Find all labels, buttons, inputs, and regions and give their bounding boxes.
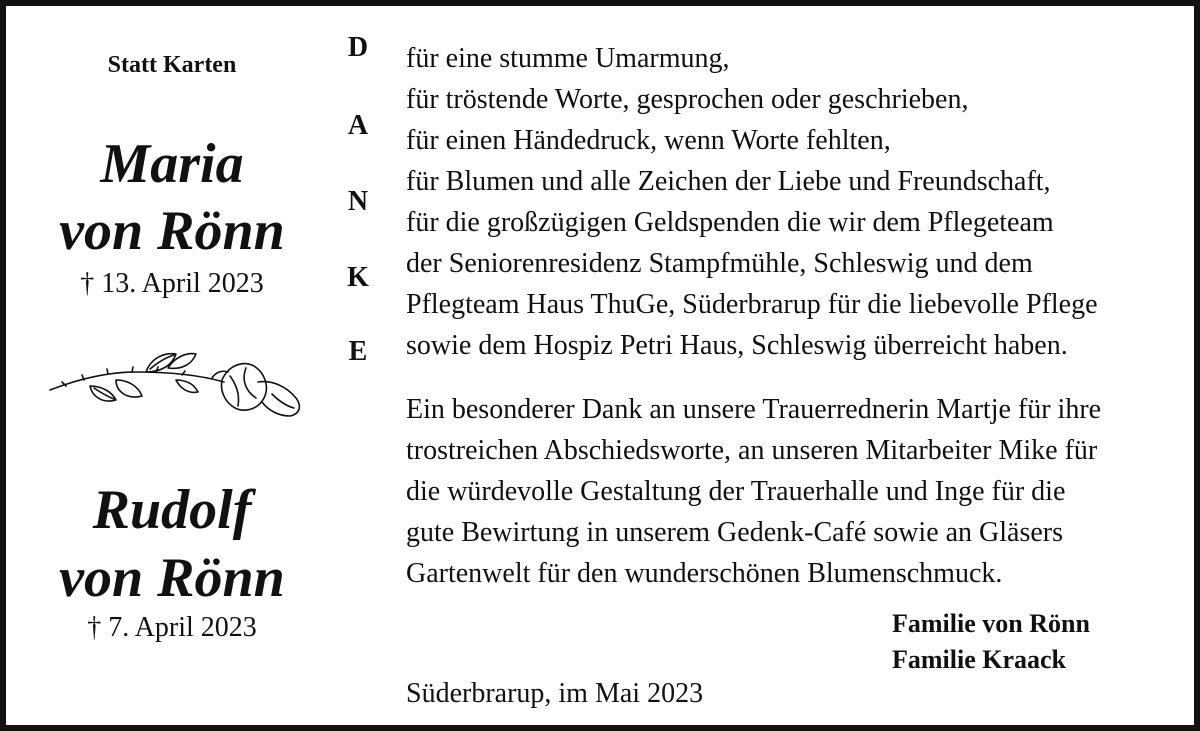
maria-death-date: † 13. April 2023: [80, 268, 264, 299]
thanks-line: sowie dem Hospiz Petri Haus, Schleswig überreicht haben.: [406, 330, 1068, 361]
danke-letter-k: K: [347, 262, 369, 293]
special-thanks-line: die würdevolle Gestaltung der Trauerhalle und Inge für die: [406, 476, 1066, 507]
signature-family-von-roenn: Familie von Rönn: [892, 609, 1090, 638]
thanks-line: der Seniorenresidenz Stampfmühle, Schleswig und dem: [406, 248, 1033, 279]
left-column: [6, 6, 338, 725]
thanks-line: für eine stumme Umarmung,: [406, 43, 730, 74]
danke-letter-d: D: [347, 32, 369, 63]
maria-first-name: Maria: [100, 133, 244, 195]
thanks-line: für die großzügigen Geldspenden die wir dem Pflegeteam: [406, 207, 1054, 238]
statt-karten-header: Statt Karten: [107, 52, 237, 78]
special-thanks-line: Gartenwelt für den wunderschönen Blumenschmuck.: [406, 558, 1003, 589]
rudolf-last-name: von Rönn: [59, 547, 285, 609]
place-and-date: Süderbrarup, im Mai 2023: [406, 678, 704, 709]
special-thanks-paragraph: [406, 389, 1186, 594]
thanks-line: für einen Händedruck, wenn Worte fehlten,: [406, 125, 891, 156]
maria-last-name: von Rönn: [59, 200, 285, 262]
signature-family-kraack: Familie Kraack: [892, 645, 1067, 674]
rose-branch-icon: [46, 342, 306, 422]
special-thanks-line: Ein besonderer Dank an unsere Trauerrednerin Martje für ihre: [406, 394, 1102, 425]
thanks-line: für tröstende Worte, gesprochen oder geschrieben,: [406, 84, 969, 115]
thanks-paragraph: [406, 38, 1186, 366]
danke-letter-e: E: [348, 336, 368, 367]
special-thanks-line: trostreichen Abschiedsworte, an unseren Mitarbeiter Mike für: [406, 435, 1098, 466]
rudolf-first-name: Rudolf: [92, 479, 252, 541]
danke-letter-n: N: [347, 186, 369, 217]
special-thanks-line: gute Bewirtung in unserem Gedenk-Café sowie an Gläsers: [406, 517, 1064, 548]
thanks-line: für Blumen und alle Zeichen der Liebe und Freundschaft,: [406, 166, 1051, 197]
rudolf-death-date: † 7. April 2023: [87, 612, 257, 643]
danke-letter-a: A: [347, 110, 369, 141]
thanks-line: Pflegteam Haus ThuGe, Süderbrarup für die liebevolle Pflege: [406, 289, 1098, 320]
